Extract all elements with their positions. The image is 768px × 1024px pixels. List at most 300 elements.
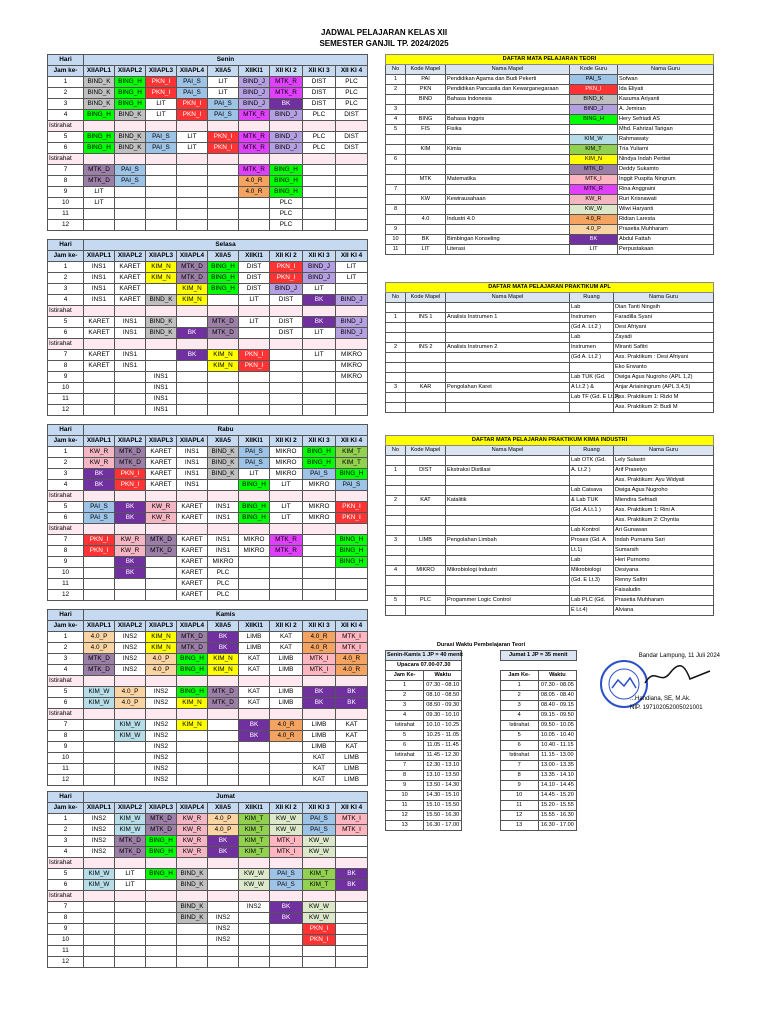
- subject-cell: BIND_J: [270, 143, 303, 154]
- panel-cell: KIM_T: [570, 145, 618, 155]
- panel-cell: Ruri Krisnawati: [618, 195, 714, 205]
- subject-cell: [239, 491, 270, 502]
- subject-cell: [303, 339, 336, 350]
- subject-cell: [146, 676, 177, 687]
- subject-cell: PLC: [270, 209, 303, 220]
- subject-cell: PAI_S: [177, 77, 208, 88]
- subject-cell: [177, 187, 208, 198]
- subject-cell: [336, 176, 368, 187]
- panel-cell: Renny Safitri: [614, 576, 714, 586]
- panel-cell: Analisis Instrumen 1: [446, 313, 570, 323]
- panel-cell: 4.0: [406, 215, 446, 225]
- panel-cell: (Gd. A Lt.1 ): [570, 506, 614, 516]
- subject-cell: DIST: [239, 284, 270, 295]
- subject-cell: KIM_N: [208, 654, 239, 665]
- jam-cell: 1: [48, 262, 84, 273]
- subject-cell: [84, 209, 115, 220]
- panel-row: [386, 566, 714, 576]
- jam-cell: 10: [48, 753, 84, 764]
- subject-cell: BIND_J: [270, 284, 303, 295]
- durasi-cell: [462, 721, 500, 731]
- subject-cell: INS1: [146, 394, 177, 405]
- durasi-cell: 10.05 - 10.40: [538, 731, 576, 741]
- subject-cell: [146, 154, 177, 165]
- subject-cell: [146, 709, 177, 720]
- subject-cell: MTK_R: [270, 535, 303, 546]
- jam-cell: 3: [48, 469, 84, 480]
- jam-cell: 10: [48, 198, 84, 209]
- schedule-row: [48, 383, 368, 394]
- durasi-cell: 14.45 - 15.20: [538, 791, 576, 801]
- schedule-col-header: XII KI 4: [336, 66, 368, 77]
- panel-cell: BK: [406, 235, 446, 245]
- subject-cell: BING_H: [270, 165, 303, 176]
- panel-cell: 3: [386, 105, 406, 115]
- panel-col-header: Nama Guru: [614, 446, 714, 456]
- schedule-col-header: XII KI 3: [303, 803, 336, 814]
- subject-cell: INS1: [177, 458, 208, 469]
- panel-cell: INS 1: [406, 313, 446, 323]
- subject-cell: [177, 154, 208, 165]
- subject-cell: [146, 957, 177, 968]
- subject-cell: [270, 676, 303, 687]
- subject-cell: PKN_I: [239, 361, 270, 372]
- durasi-cell: 08.05 - 08.40: [538, 691, 576, 701]
- subject-cell: INS1: [146, 383, 177, 394]
- subject-cell: MTK_I: [303, 665, 336, 676]
- panel-cell: [386, 175, 406, 185]
- panel-cell: [446, 576, 570, 586]
- subject-cell: MTK_D: [84, 176, 115, 187]
- schedule-row: [48, 742, 368, 753]
- panel-cell: Indah Purnama Sari: [614, 536, 714, 546]
- panel-cell: [406, 373, 446, 383]
- panel-cell: [386, 303, 406, 313]
- subject-cell: [239, 590, 270, 601]
- panel-cell: [386, 323, 406, 333]
- subject-cell: [208, 176, 239, 187]
- subject-cell: [239, 946, 270, 957]
- subject-cell: [239, 339, 270, 350]
- subject-cell: [177, 383, 208, 394]
- subject-cell: INS2: [115, 643, 146, 654]
- subject-cell: [208, 775, 239, 786]
- subject-cell: KAT: [336, 731, 368, 742]
- subject-cell: INS1: [177, 469, 208, 480]
- subject-cell: LIT: [208, 88, 239, 99]
- subject-cell: PAI_S: [115, 165, 146, 176]
- subject-cell: [177, 709, 208, 720]
- panel-col-header: Nama Mapel: [446, 65, 570, 75]
- panel-cell: [386, 195, 406, 205]
- panel-cell: KIM_W: [570, 135, 618, 145]
- panel-cell: Dwiga Agus Nugroho (APL 1,2): [614, 373, 714, 383]
- subject-cell: [208, 339, 239, 350]
- subject-cell: [303, 121, 336, 132]
- subject-cell: [146, 891, 177, 902]
- subject-cell: KW_W: [303, 902, 336, 913]
- subject-cell: INS2: [146, 731, 177, 742]
- subject-cell: BK: [84, 480, 115, 491]
- subject-cell: INS2: [208, 935, 239, 946]
- subject-cell: BING_H: [239, 513, 270, 524]
- subject-cell: [208, 198, 239, 209]
- subject-cell: BIND_J: [239, 77, 270, 88]
- schedule-row: [48, 502, 368, 513]
- panel-cell: BIND_K: [570, 95, 618, 105]
- subject-cell: KARET: [84, 328, 115, 339]
- subject-cell: BING_H: [177, 654, 208, 665]
- subject-cell: BK: [336, 698, 368, 709]
- schedule-row: [48, 709, 368, 720]
- panel-cell: Lab TF (Gd. E Lt.1): [570, 393, 614, 403]
- subject-cell: 4.0_P: [115, 687, 146, 698]
- panel-cell: Deddy Sukamto: [618, 165, 714, 175]
- panel-cell: 3: [386, 383, 406, 393]
- subject-cell: BING_H: [303, 447, 336, 458]
- subject-cell: BING_H: [208, 284, 239, 295]
- subject-cell: KIM_W: [115, 814, 146, 825]
- subject-cell: [146, 579, 177, 590]
- panel-cell: Lab Kontrol: [570, 526, 614, 536]
- subject-cell: KW_W: [303, 913, 336, 924]
- schedule-col-header: XII KI 3: [303, 621, 336, 632]
- durasi-table: [385, 641, 577, 831]
- durasi-cell: [462, 791, 500, 801]
- subject-cell: 4.0_R: [336, 665, 368, 676]
- subject-cell: BK: [336, 687, 368, 698]
- subject-cell: MTK_D: [208, 317, 239, 328]
- durasi-cell: 11.45 - 12.30: [424, 751, 462, 761]
- panel-row: [386, 556, 714, 566]
- subject-cell: [239, 209, 270, 220]
- subject-cell: MTK_I: [303, 654, 336, 665]
- panel-cell: Wiwi Haryanti: [618, 205, 714, 215]
- panel-cell: KAT: [406, 496, 446, 506]
- subject-cell: [270, 891, 303, 902]
- panel-cell: [406, 353, 446, 363]
- subject-cell: PLC: [303, 132, 336, 143]
- subject-cell: KIM_T: [336, 458, 368, 469]
- schedule-row: [48, 775, 368, 786]
- subject-cell: [303, 676, 336, 687]
- subject-cell: [84, 720, 115, 731]
- subject-cell: [239, 935, 270, 946]
- subject-cell: KIM_N: [177, 720, 208, 731]
- subject-cell: PLC: [336, 99, 368, 110]
- subject-cell: [239, 568, 270, 579]
- subject-cell: INS1: [115, 317, 146, 328]
- durasi-cell: 8: [386, 771, 424, 781]
- subject-cell: KAT: [239, 654, 270, 665]
- subject-cell: KW_R: [115, 535, 146, 546]
- panel-cell: Heri Purnomo: [614, 556, 714, 566]
- subject-cell: KIM_T: [239, 814, 270, 825]
- panel-cell: [406, 506, 446, 516]
- subject-cell: [115, 339, 146, 350]
- subject-cell: KW_R: [177, 847, 208, 858]
- subject-cell: [177, 764, 208, 775]
- subject-cell: PAI_S: [239, 458, 270, 469]
- subject-cell: KARET: [177, 513, 208, 524]
- subject-cell: MTK_D: [115, 458, 146, 469]
- subject-cell: [303, 154, 336, 165]
- subject-cell: [270, 924, 303, 935]
- subject-cell: KAT: [239, 665, 270, 676]
- subject-cell: INS2: [146, 698, 177, 709]
- schedule-col-header: XIIAPL3: [146, 251, 177, 262]
- jam-cell: Istirahat: [48, 858, 84, 869]
- panel-cell: [386, 506, 406, 516]
- panel-col-header: Nama Guru: [614, 293, 714, 303]
- subject-cell: [336, 935, 368, 946]
- subject-cell: PAI_S: [84, 502, 115, 513]
- jam-cell: 1: [48, 632, 84, 643]
- panel-cell: Miendira Sefriadi: [614, 496, 714, 506]
- subject-cell: [208, 880, 239, 891]
- durasi-cell: 12: [386, 811, 424, 821]
- subject-cell: [239, 579, 270, 590]
- panel-row: [386, 225, 714, 235]
- panel-cell: [386, 516, 406, 526]
- panel-cell: 5: [386, 125, 406, 135]
- durasi-gap: [462, 651, 500, 661]
- subject-cell: [84, 306, 115, 317]
- subject-cell: KW_R: [177, 814, 208, 825]
- subject-cell: KIM_T: [303, 880, 336, 891]
- subject-cell: [208, 154, 239, 165]
- subject-cell: 4.0_R: [270, 720, 303, 731]
- subject-cell: [115, 209, 146, 220]
- panel-row: [386, 215, 714, 225]
- durasi-cell: 8: [500, 771, 538, 781]
- panel-cell: Fisika: [446, 125, 570, 135]
- panel-cell: [386, 363, 406, 373]
- subject-cell: KW_W: [303, 836, 336, 847]
- schedule-col-header: XIIAPL1: [84, 621, 115, 632]
- subject-cell: KIM_N: [208, 361, 239, 372]
- schedule-row: [48, 328, 368, 339]
- panel-cell: 2: [386, 85, 406, 95]
- schedule-col-header: XII KI 2: [270, 251, 303, 262]
- subject-cell: PAI_S: [208, 110, 239, 121]
- schedule-row: [48, 557, 368, 568]
- panel-cell: [386, 215, 406, 225]
- subject-cell: [270, 957, 303, 968]
- panel-row: [386, 125, 714, 135]
- subject-cell: KAT: [270, 632, 303, 643]
- subject-cell: KARET: [115, 284, 146, 295]
- subject-cell: DIST: [303, 99, 336, 110]
- jam-cell: 12: [48, 220, 84, 231]
- subject-cell: BK: [208, 836, 239, 847]
- panel-cell: [386, 145, 406, 155]
- schedule-row: [48, 99, 368, 110]
- subject-cell: [336, 957, 368, 968]
- schedule-col-header: XIIKI1: [239, 436, 270, 447]
- subject-cell: [336, 187, 368, 198]
- subject-cell: BING_H: [115, 88, 146, 99]
- schedule-row: [48, 110, 368, 121]
- schedule-col-header: XII KI 4: [336, 251, 368, 262]
- jam-cell: 11: [48, 764, 84, 775]
- subject-cell: MIKRO: [303, 502, 336, 513]
- panel-col-header: No: [386, 65, 406, 75]
- durasi-cell: Istirahat: [500, 721, 538, 731]
- subject-cell: BING_H: [177, 687, 208, 698]
- durasi-cell: [462, 821, 500, 831]
- subject-cell: LIT: [177, 143, 208, 154]
- schedule-row: [48, 447, 368, 458]
- jam-cell: 10: [48, 383, 84, 394]
- panel-row: [386, 466, 714, 476]
- subject-cell: BK: [84, 469, 115, 480]
- jam-cell: 4: [48, 847, 84, 858]
- panel-cell: Instrumen: [570, 343, 614, 353]
- subject-cell: [115, 935, 146, 946]
- subject-cell: BING_H: [84, 132, 115, 143]
- panel-cell: [570, 363, 614, 373]
- panel-col-header: Ruang: [570, 293, 614, 303]
- panel-cell: [386, 333, 406, 343]
- durasi-cell: 4: [500, 711, 538, 721]
- panel-cell: [406, 546, 446, 556]
- schedule-row: [48, 469, 368, 480]
- schedule-col-header: XIIKI1: [239, 803, 270, 814]
- panel-cell: Literasi: [446, 245, 570, 255]
- schedule-col-header: XIIAPL1: [84, 436, 115, 447]
- panel-cell: Lab Caisava: [570, 486, 614, 496]
- durasi-row: [386, 761, 577, 771]
- subject-cell: KAT: [303, 753, 336, 764]
- jam-cell: 8: [48, 546, 84, 557]
- durasi-cell: [462, 781, 500, 791]
- subject-cell: [84, 590, 115, 601]
- panel-cell: [446, 393, 570, 403]
- subject-cell: MTK_D: [208, 328, 239, 339]
- panel-cell: [446, 205, 570, 215]
- subject-cell: PKN_I: [270, 262, 303, 273]
- subject-cell: MIKRO: [336, 372, 368, 383]
- panel-cell: Kewirausahaan: [446, 195, 570, 205]
- subject-cell: [336, 284, 368, 295]
- durasi-cell: 9: [386, 781, 424, 791]
- panel-cell: [406, 486, 446, 496]
- jam-cell: 9: [48, 924, 84, 935]
- subject-cell: [336, 913, 368, 924]
- subject-cell: MTK_I: [336, 814, 368, 825]
- schedule-rabu: [47, 424, 368, 601]
- schedule-row: [48, 946, 368, 957]
- panel-row: [386, 185, 714, 195]
- subject-cell: PKN_I: [84, 546, 115, 557]
- schedule-col-header: XIIAPL4: [177, 251, 208, 262]
- panel-row: [386, 596, 714, 606]
- panel-cell: Mikrobiologi Industri: [446, 566, 570, 576]
- subject-cell: [208, 383, 239, 394]
- subject-cell: MIKRO: [270, 469, 303, 480]
- jam-cell: 6: [48, 880, 84, 891]
- subject-cell: [303, 535, 336, 546]
- subject-cell: 4.0_P: [84, 643, 115, 654]
- subject-cell: MTK_D: [84, 665, 115, 676]
- teori-table: [385, 54, 714, 255]
- panel-cell: 6: [386, 155, 406, 165]
- subject-cell: [115, 924, 146, 935]
- panel-cell: 11: [386, 245, 406, 255]
- subject-cell: [146, 361, 177, 372]
- schedule-row: [48, 825, 368, 836]
- subject-cell: MIKRO: [208, 557, 239, 568]
- schedule-col-header: XII KI 3: [303, 66, 336, 77]
- panel-cell: INS 2: [406, 343, 446, 353]
- panel-cell: Progammer Logic Control: [446, 596, 570, 606]
- panel-col-header: Nama Mapel: [446, 293, 570, 303]
- subject-cell: [115, 394, 146, 405]
- subject-cell: INS1: [115, 361, 146, 372]
- schedule-row: [48, 491, 368, 502]
- subject-cell: LIMB: [270, 687, 303, 698]
- durasi-cell: 16.30 - 17.00: [538, 821, 576, 831]
- subject-cell: [115, 187, 146, 198]
- durasi-cell: 4: [386, 711, 424, 721]
- subject-cell: [208, 295, 239, 306]
- subject-cell: MTK_D: [115, 836, 146, 847]
- subject-cell: [303, 394, 336, 405]
- schedule-row: [48, 88, 368, 99]
- schedule-senin: [47, 54, 368, 231]
- subject-cell: PKN_I: [270, 273, 303, 284]
- subject-cell: [303, 198, 336, 209]
- panel-cell: Lely Sulastri: [614, 456, 714, 466]
- subject-cell: BIND_K: [146, 328, 177, 339]
- subject-cell: INS1: [177, 447, 208, 458]
- panel-cell: [446, 373, 570, 383]
- panel-cell: [386, 556, 406, 566]
- subject-cell: KW_R: [84, 458, 115, 469]
- jam-cell: 5: [48, 502, 84, 513]
- panel-cell: [386, 165, 406, 175]
- subject-cell: [115, 220, 146, 231]
- schedule-col-header: Jam ke-: [48, 436, 84, 447]
- jam-cell: 8: [48, 913, 84, 924]
- day-name: Senin: [84, 55, 368, 66]
- subject-cell: [208, 731, 239, 742]
- jam-cell: 1: [48, 77, 84, 88]
- subject-cell: BK: [115, 557, 146, 568]
- subject-cell: [208, 121, 239, 132]
- subject-cell: LIT: [115, 869, 146, 880]
- schedule-col-header: XIIAPL3: [146, 803, 177, 814]
- panel-cell: PAI_S: [570, 75, 618, 85]
- panel-cell: Prasetia Muhharam: [618, 225, 714, 235]
- subject-cell: INS2: [239, 902, 270, 913]
- subject-cell: MTK_I: [270, 847, 303, 858]
- jam-cell: 2: [48, 88, 84, 99]
- durasi-cell: [462, 771, 500, 781]
- panel-row: [386, 195, 714, 205]
- jam-cell: 3: [48, 836, 84, 847]
- durasi-cell: 09.50 - 10.05: [538, 721, 576, 731]
- jam-cell: 9: [48, 557, 84, 568]
- subject-cell: KIM_T: [303, 869, 336, 880]
- panel-cell: LIT: [406, 245, 446, 255]
- schedule-col-header: XII KI 2: [270, 621, 303, 632]
- panel-cell: [406, 205, 446, 215]
- subject-cell: [270, 121, 303, 132]
- subject-cell: [84, 568, 115, 579]
- panel-title: DAFTAR MATA PELAJARAN PRAKTIKUM APL: [386, 283, 714, 293]
